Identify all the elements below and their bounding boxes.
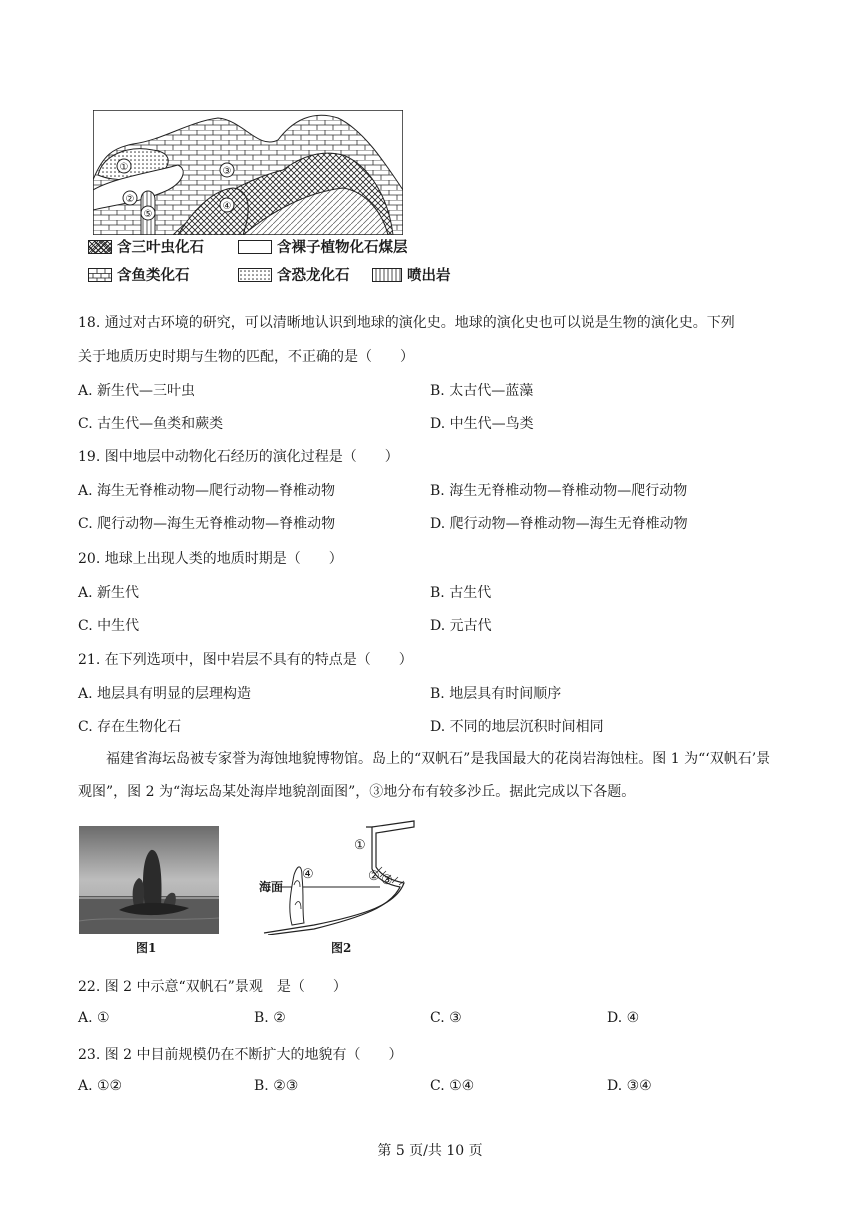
question-20-option-d[interactable]: D. 元古代 [430, 618, 492, 634]
blank-swatch-icon [238, 240, 272, 254]
question-19-option-a[interactable]: A. 海生无脊椎动物—爬行动物—脊椎动物 [78, 483, 336, 499]
question-18-stem-cont: 关于地质历史时期与生物的匹配，不正确的是（ ） [78, 349, 414, 365]
legend-trilobite-label: 含三叶虫化石 [117, 240, 204, 256]
brick-swatch-icon [88, 268, 112, 282]
question-18-option-d[interactable]: D. 中生代—鸟类 [430, 416, 534, 432]
question-21-option-c[interactable]: C. 存在生物化石 [78, 719, 182, 735]
legend-gymnosperm [238, 236, 408, 257]
fig2-marker-3: ③ [381, 873, 393, 888]
marker-3: ③ [222, 166, 232, 177]
fig2-coastal-profile-diagram [254, 815, 424, 935]
page-footer: 第 5 页/共 10 页 [377, 1143, 483, 1159]
marker-5: ⑤ [143, 209, 153, 220]
legend-gymnosperm-label: 含裸子植物化石煤层 [277, 240, 408, 256]
marker-1: ① [119, 162, 129, 173]
question-20-option-c[interactable]: C. 中生代 [78, 618, 140, 634]
fig1-twin-sail-rock-photo [79, 826, 219, 934]
question-22-option-a[interactable]: A. ① [78, 1010, 110, 1026]
vertical-lines-swatch-icon [372, 268, 402, 282]
question-22-option-d[interactable]: D. ④ [607, 1010, 640, 1026]
fig2-marker-2: ② [368, 869, 380, 884]
marker-4: ④ [222, 201, 232, 212]
question-20-stem: 20. 地球上出现人类的地质时期是（ ） [78, 551, 343, 567]
question-18-option-a[interactable]: A. 新生代—三叶虫 [78, 383, 196, 399]
dotted-swatch-icon [238, 268, 272, 282]
question-19-option-c[interactable]: C. 爬行动物—海生无脊椎动物—脊椎动物 [78, 516, 336, 532]
question-23-stem: 23. 图 2 中目前规模仍在不断扩大的地貌有（ ） [78, 1047, 403, 1063]
legend-volcanic-label: 喷出岩 [407, 268, 451, 284]
legend-dinosaur-label: 含恐龙化石 [277, 268, 350, 284]
question-22-option-c[interactable]: C. ③ [430, 1010, 462, 1026]
legend-fish [88, 264, 190, 285]
question-19-option-d[interactable]: D. 爬行动物—脊椎动物—海生无脊椎动物 [430, 516, 688, 532]
question-22-option-b[interactable]: B. ② [254, 1010, 286, 1026]
question-18-option-b[interactable]: B. 太古代—蓝藻 [430, 383, 534, 399]
fig2-sea-label: 海面 [259, 880, 284, 894]
fig2-marker-4: ④ [302, 867, 314, 882]
question-19-stem: 19. 图中地层中动物化石经历的演化过程是（ ） [78, 449, 399, 465]
question-21-stem: 21. 在下列选项中，图中岩层不具有的特点是（ ） [78, 652, 413, 668]
fig1-caption: 图1 [136, 941, 157, 955]
fig2-marker-1: ① [354, 838, 366, 853]
question-18-stem: 18. 通过对古环境的研究，可以清晰地认识到地球的演化史。地球的演化史也可以说是生物的演化史。下列 [78, 315, 735, 331]
question-18-option-c[interactable]: C. 古生代—鱼类和蕨类 [78, 416, 224, 432]
question-23-option-b[interactable]: B. ②③ [254, 1078, 299, 1094]
reading-passage: 福建省海坛岛被专家誉为海蚀地貌博物馆。岛上的“双帆石”是我国最大的花岗岩海蚀柱。图 1 为“‘双帆石’景观图”，图 2 为“海坛岛某处海岸地貌剖面图”，③地分布有较多沙丘。据此完成以下各题。 [78, 751, 771, 800]
question-20-option-b[interactable]: B. 古生代 [430, 585, 492, 601]
question-21-option-d[interactable]: D. 不同的地层沉积时间相同 [430, 719, 604, 735]
question-23-option-a[interactable]: A. ①② [78, 1078, 123, 1094]
question-20-option-a[interactable]: A. 新生代 [78, 585, 140, 601]
legend-dinosaur [238, 264, 350, 285]
question-23-option-c[interactable]: C. ①④ [430, 1078, 475, 1094]
legend-volcanic [372, 264, 451, 285]
fig2-caption: 图2 [331, 941, 352, 955]
marker-2: ② [125, 194, 135, 205]
question-23-option-d[interactable]: D. ③④ [607, 1078, 652, 1094]
question-21-option-b[interactable]: B. 地层具有时间顺序 [430, 686, 562, 702]
legend-fish-label: 含鱼类化石 [117, 268, 190, 284]
crosshatch-swatch-icon [88, 240, 112, 254]
legend-trilobite [88, 236, 204, 257]
question-21-option-a[interactable]: A. 地层具有明显的层理构造 [78, 686, 252, 702]
strata-cross-section-figure [93, 110, 403, 235]
question-22-stem: 22. 图 2 中示意“双帆石”景观 是（ ） [78, 979, 347, 995]
question-19-option-b[interactable]: B. 海生无脊椎动物—脊椎动物—爬行动物 [430, 483, 688, 499]
